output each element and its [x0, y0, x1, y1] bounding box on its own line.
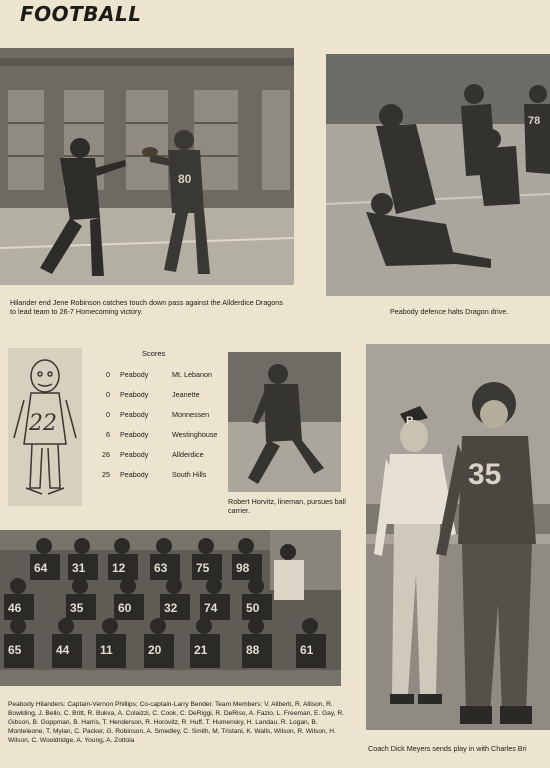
jersey-number: 12: [112, 561, 126, 575]
jersey-number: 65: [8, 643, 22, 657]
jersey-number: 11: [100, 643, 113, 657]
photo-lineman-scene: [228, 352, 341, 492]
score-us: 0: [106, 389, 110, 399]
jersey-number: 98: [236, 561, 250, 575]
jersey-number: 60: [118, 601, 132, 615]
score-us: 0: [106, 409, 110, 419]
jersey-number: 61: [300, 643, 314, 657]
score-opponent: South Hills: [172, 469, 207, 479]
jersey-number: 74: [204, 601, 218, 615]
score-us: 6: [106, 429, 110, 439]
jersey-number: 35: [468, 458, 502, 491]
photo-coach-scene: [366, 344, 550, 730]
score-opponent: Jeanette: [172, 389, 200, 399]
jersey-number: 78: [528, 115, 541, 127]
photo-touchdown-scene: [0, 48, 294, 285]
jersey-number: 80: [178, 172, 192, 186]
scores-title: Scores: [142, 349, 166, 358]
jersey-number: 88: [246, 643, 260, 657]
photo-defence: [326, 54, 550, 296]
mascot-illustration: [8, 348, 82, 506]
photo-lineman: [228, 352, 341, 492]
score-team: Peabody: [120, 389, 149, 399]
jersey-number: 21: [194, 643, 208, 657]
jersey-number: 32: [164, 601, 178, 615]
score-team: Peabody: [120, 409, 149, 419]
jersey-number: 44: [56, 643, 70, 657]
page-title: FOOTBALL: [20, 2, 142, 26]
score-team: Peabody: [120, 369, 149, 379]
score-team: Peabody: [120, 429, 149, 439]
score-team: Peabody: [120, 449, 149, 459]
mascot-number: 22: [29, 411, 57, 436]
jersey-number: 31: [72, 561, 86, 575]
photo-touchdown-catch: [0, 48, 294, 285]
score-team: Peabody: [120, 469, 149, 479]
cap-letter: P: [406, 415, 414, 427]
photo-coach: [366, 344, 550, 730]
jersey-number: 50: [246, 601, 260, 615]
caption-coach: Coach Dick Meyers sends play in with Charles Bri: [368, 744, 527, 753]
photo-defence-scene: [326, 54, 550, 296]
jersey-number: 75: [196, 561, 210, 575]
caption-team-roster: Peabody Hilanders: Captain-Vernon Phillips; Co-captain-Larry Bender. Team Members: V. Aliberti, R. Allison, R. Bowlding, J. Bello, C. Britt, R. Bukva, A. Colaizzi, C. Cook, C. DeRiggi, R. DeRiso, A. Fazio, L. Freeman, E. Gay, R. Gibson, B. Goppman, B. Harris, T. Henderson, R. Horovitz, R. Huff, T. Humensky, H. Landau, R. Logan, B. Monteleone, T. Mylan, C. Packer, G. Robinson, A. Smedley, C. Smith, M. Tristani, K. Walls, Wilson, R. Wilson, H. Wilson, C. Wooldridge, A. Young, A. Zottola: [8, 701, 344, 744]
jersey-number: 35: [70, 601, 84, 615]
score-opponent: Mt. Lebanon: [172, 369, 212, 379]
score-opponent: Westinghouse: [172, 429, 218, 439]
mascot-drawing: [8, 348, 82, 506]
score-opponent: Allderdice: [172, 449, 204, 459]
photo-team-scene: [0, 530, 341, 686]
jersey-number: 64: [34, 561, 48, 575]
jersey-number: 46: [8, 601, 22, 615]
score-us: 0: [106, 369, 110, 379]
score-us: 26: [102, 449, 110, 459]
jersey-number: 20: [148, 643, 162, 657]
caption-defence: Peabody defence halts Dragon drive.: [390, 307, 509, 316]
score-us: 25: [102, 469, 110, 479]
score-opponent: Monnessen: [172, 409, 210, 419]
photo-team: [0, 530, 341, 686]
caption-touchdown: Hilander end Jene Robinson catches touch down pass against the Allderdice Dragons to lead team to 26-7 Homecoming victory.: [10, 298, 283, 317]
caption-lineman: Robert Horvitz, lineman, pursues ball carrier.: [228, 497, 346, 516]
jersey-number: 63: [154, 561, 168, 575]
